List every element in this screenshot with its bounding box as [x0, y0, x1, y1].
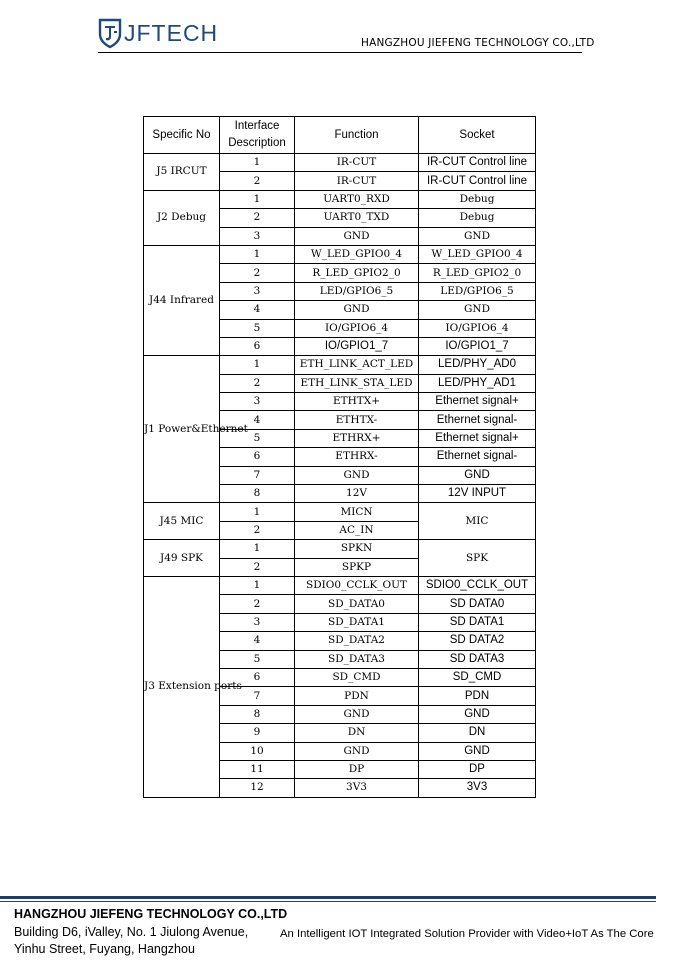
pin-socket: LED/PHY_AD1: [419, 374, 536, 392]
pin-socket: GND: [419, 742, 536, 760]
pin-socket: LED/GPIO6_5: [419, 282, 536, 300]
pin-function: ETH_LINK_STA_LED: [295, 374, 419, 392]
company-logo: [98, 18, 218, 48]
pin-number: 1: [220, 245, 295, 263]
pin-function: GND: [295, 466, 419, 484]
group-label: J44 Infrared: [144, 245, 220, 355]
pin-number: 4: [220, 632, 295, 650]
footer-slogan: An Intelligent IOT Integrated Solution Provider with Video+IoT As The Core: [280, 928, 654, 940]
pin-function: SD_DATA3: [295, 650, 419, 668]
table-row: [144, 576, 536, 594]
pin-number: 1: [220, 503, 295, 521]
pin-function: SPKN: [295, 540, 419, 558]
footer-company-name: HANGZHOU JIEFENG TECHNOLOGY CO.,LTD: [14, 907, 288, 921]
pin-socket: 3V3: [419, 779, 536, 797]
pin-number: 3: [220, 613, 295, 631]
pin-number: 9: [220, 724, 295, 742]
pin-socket: IR-CUT Control line: [419, 172, 536, 190]
pin-function: ETHRX-: [295, 448, 419, 466]
pin-number: 11: [220, 760, 295, 778]
table-row: [144, 356, 536, 374]
pin-function: UART0_TXD: [295, 209, 419, 227]
pin-function: DN: [295, 724, 419, 742]
pin-socket: SD DATA2: [419, 632, 536, 650]
pin-socket: SD DATA0: [419, 595, 536, 613]
table-row: [144, 190, 536, 208]
pin-socket: SD DATA1: [419, 613, 536, 631]
pin-socket: R_LED_GPIO2_0: [419, 264, 536, 282]
pin-function: IR-CUT: [295, 154, 419, 172]
pin-socket: Ethernet signal-: [419, 448, 536, 466]
pin-number: 7: [220, 466, 295, 484]
pin-socket: GND: [419, 227, 536, 245]
pin-function: MICN: [295, 503, 419, 521]
pin-function: W_LED_GPIO0_4: [295, 245, 419, 263]
pin-socket: Ethernet signal-: [419, 411, 536, 429]
pin-socket: SD DATA3: [419, 650, 536, 668]
group-label: J1 Power&Ethernet: [144, 356, 220, 503]
pin-number: 1: [220, 190, 295, 208]
pin-socket: Ethernet signal+: [419, 393, 536, 411]
footer-address: [14, 924, 248, 958]
pin-number: 8: [220, 705, 295, 723]
pin-function: SD_DATA2: [295, 632, 419, 650]
pin-number: 10: [220, 742, 295, 760]
pin-function: GND: [295, 705, 419, 723]
pin-number: 2: [220, 558, 295, 576]
header-specific-no: Specific No: [144, 117, 220, 154]
pin-number: 2: [220, 521, 295, 539]
pin-socket: IR-CUT Control line: [419, 154, 536, 172]
pin-function: 12V: [295, 485, 419, 503]
pin-function: PDN: [295, 687, 419, 705]
pin-number: 6: [220, 448, 295, 466]
group-label: J3 Extension ports: [144, 576, 220, 797]
pin-function: DP: [295, 760, 419, 778]
pin-function: IO/GPIO6_4: [295, 319, 419, 337]
pin-number: 12: [220, 779, 295, 797]
logo-text: JFTECH: [124, 19, 219, 46]
footer-address-line2: Yinhu Street, Fuyang, Hangzhou: [14, 942, 195, 956]
pin-number: 1: [220, 540, 295, 558]
pin-socket: DP: [419, 760, 536, 778]
pin-socket: IO/GPIO1_7: [419, 337, 536, 355]
group-label: J2 Debug: [144, 190, 220, 245]
group-label: J49 SPK: [144, 540, 220, 577]
pin-function: SDIO0_CCLK_OUT: [295, 576, 419, 594]
pin-socket: IO/GPIO6_4: [419, 319, 536, 337]
pin-function: GND: [295, 742, 419, 760]
pin-function: UART0_RXD: [295, 190, 419, 208]
pin-function: SPKP: [295, 558, 419, 576]
pin-number: 2: [220, 209, 295, 227]
interface-spec-table: [143, 116, 536, 798]
pin-function: R_LED_GPIO2_0: [295, 264, 419, 282]
header-divider: [98, 52, 582, 53]
pin-number: 5: [220, 429, 295, 447]
pin-socket: SDIO0_CCLK_OUT: [419, 576, 536, 594]
pin-number: 6: [220, 668, 295, 686]
pin-function: 3V3: [295, 779, 419, 797]
pin-socket: MIC: [419, 503, 536, 540]
pin-function: ETHTX-: [295, 411, 419, 429]
pin-number: 4: [220, 411, 295, 429]
table-row: [144, 245, 536, 263]
pin-number: 2: [220, 374, 295, 392]
pin-socket: GND: [419, 466, 536, 484]
pin-socket: Debug: [419, 209, 536, 227]
header-company-name: HANGZHOU JIEFENG TECHNOLOGY CO.,LTD: [361, 37, 595, 49]
pin-number: 1: [220, 576, 295, 594]
pin-function: SD_CMD: [295, 668, 419, 686]
footer-divider: [0, 896, 656, 899]
pin-number: 2: [220, 264, 295, 282]
shield-logo-icon: [98, 18, 122, 48]
pin-socket: Debug: [419, 190, 536, 208]
pin-function: GND: [295, 301, 419, 319]
pin-number: 1: [220, 154, 295, 172]
header-socket: Socket: [419, 117, 536, 154]
pin-number: 6: [220, 337, 295, 355]
pin-number: 5: [220, 319, 295, 337]
pin-number: 7: [220, 687, 295, 705]
pin-socket: 12V INPUT: [419, 485, 536, 503]
pin-function: ETH_LINK_ACT_LED: [295, 356, 419, 374]
table-row: [144, 154, 536, 172]
pin-socket: Ethernet signal+: [419, 429, 536, 447]
pin-socket: DN: [419, 724, 536, 742]
pin-number: 5: [220, 650, 295, 668]
pin-number: 3: [220, 393, 295, 411]
pin-function: AC_IN: [295, 521, 419, 539]
pin-socket: PDN: [419, 687, 536, 705]
group-label: J5 IRCUT: [144, 154, 220, 191]
pin-function: IO/GPIO1_7: [295, 337, 419, 355]
pin-function: LED/GPIO6_5: [295, 282, 419, 300]
pin-number: 3: [220, 282, 295, 300]
footer-divider-thin: [0, 901, 656, 902]
pin-function: SD_DATA0: [295, 595, 419, 613]
pin-number: 8: [220, 485, 295, 503]
header-interface-description: Interface Description: [220, 117, 295, 154]
pin-number: 3: [220, 227, 295, 245]
table-row: [144, 540, 536, 558]
group-label: J45 MIC: [144, 503, 220, 540]
table-row: [144, 503, 536, 521]
pin-function: ETHTX+: [295, 393, 419, 411]
pin-number: 4: [220, 301, 295, 319]
pin-socket: W_LED_GPIO0_4: [419, 245, 536, 263]
pin-number: 2: [220, 595, 295, 613]
pin-socket: SD_CMD: [419, 668, 536, 686]
pin-function: SD_DATA1: [295, 613, 419, 631]
pin-socket: GND: [419, 705, 536, 723]
pin-number: 1: [220, 356, 295, 374]
pin-function: GND: [295, 227, 419, 245]
pin-socket: LED/PHY_AD0: [419, 356, 536, 374]
pin-socket: GND: [419, 301, 536, 319]
pin-function: IR-CUT: [295, 172, 419, 190]
header-function: Function: [295, 117, 419, 154]
pin-function: ETHRX+: [295, 429, 419, 447]
pin-number: 2: [220, 172, 295, 190]
footer-address-line1: Building D6, iValley, No. 1 Jiulong Avenue,: [14, 925, 249, 939]
pin-socket: SPK: [419, 540, 536, 577]
table-header-row: [144, 117, 536, 154]
